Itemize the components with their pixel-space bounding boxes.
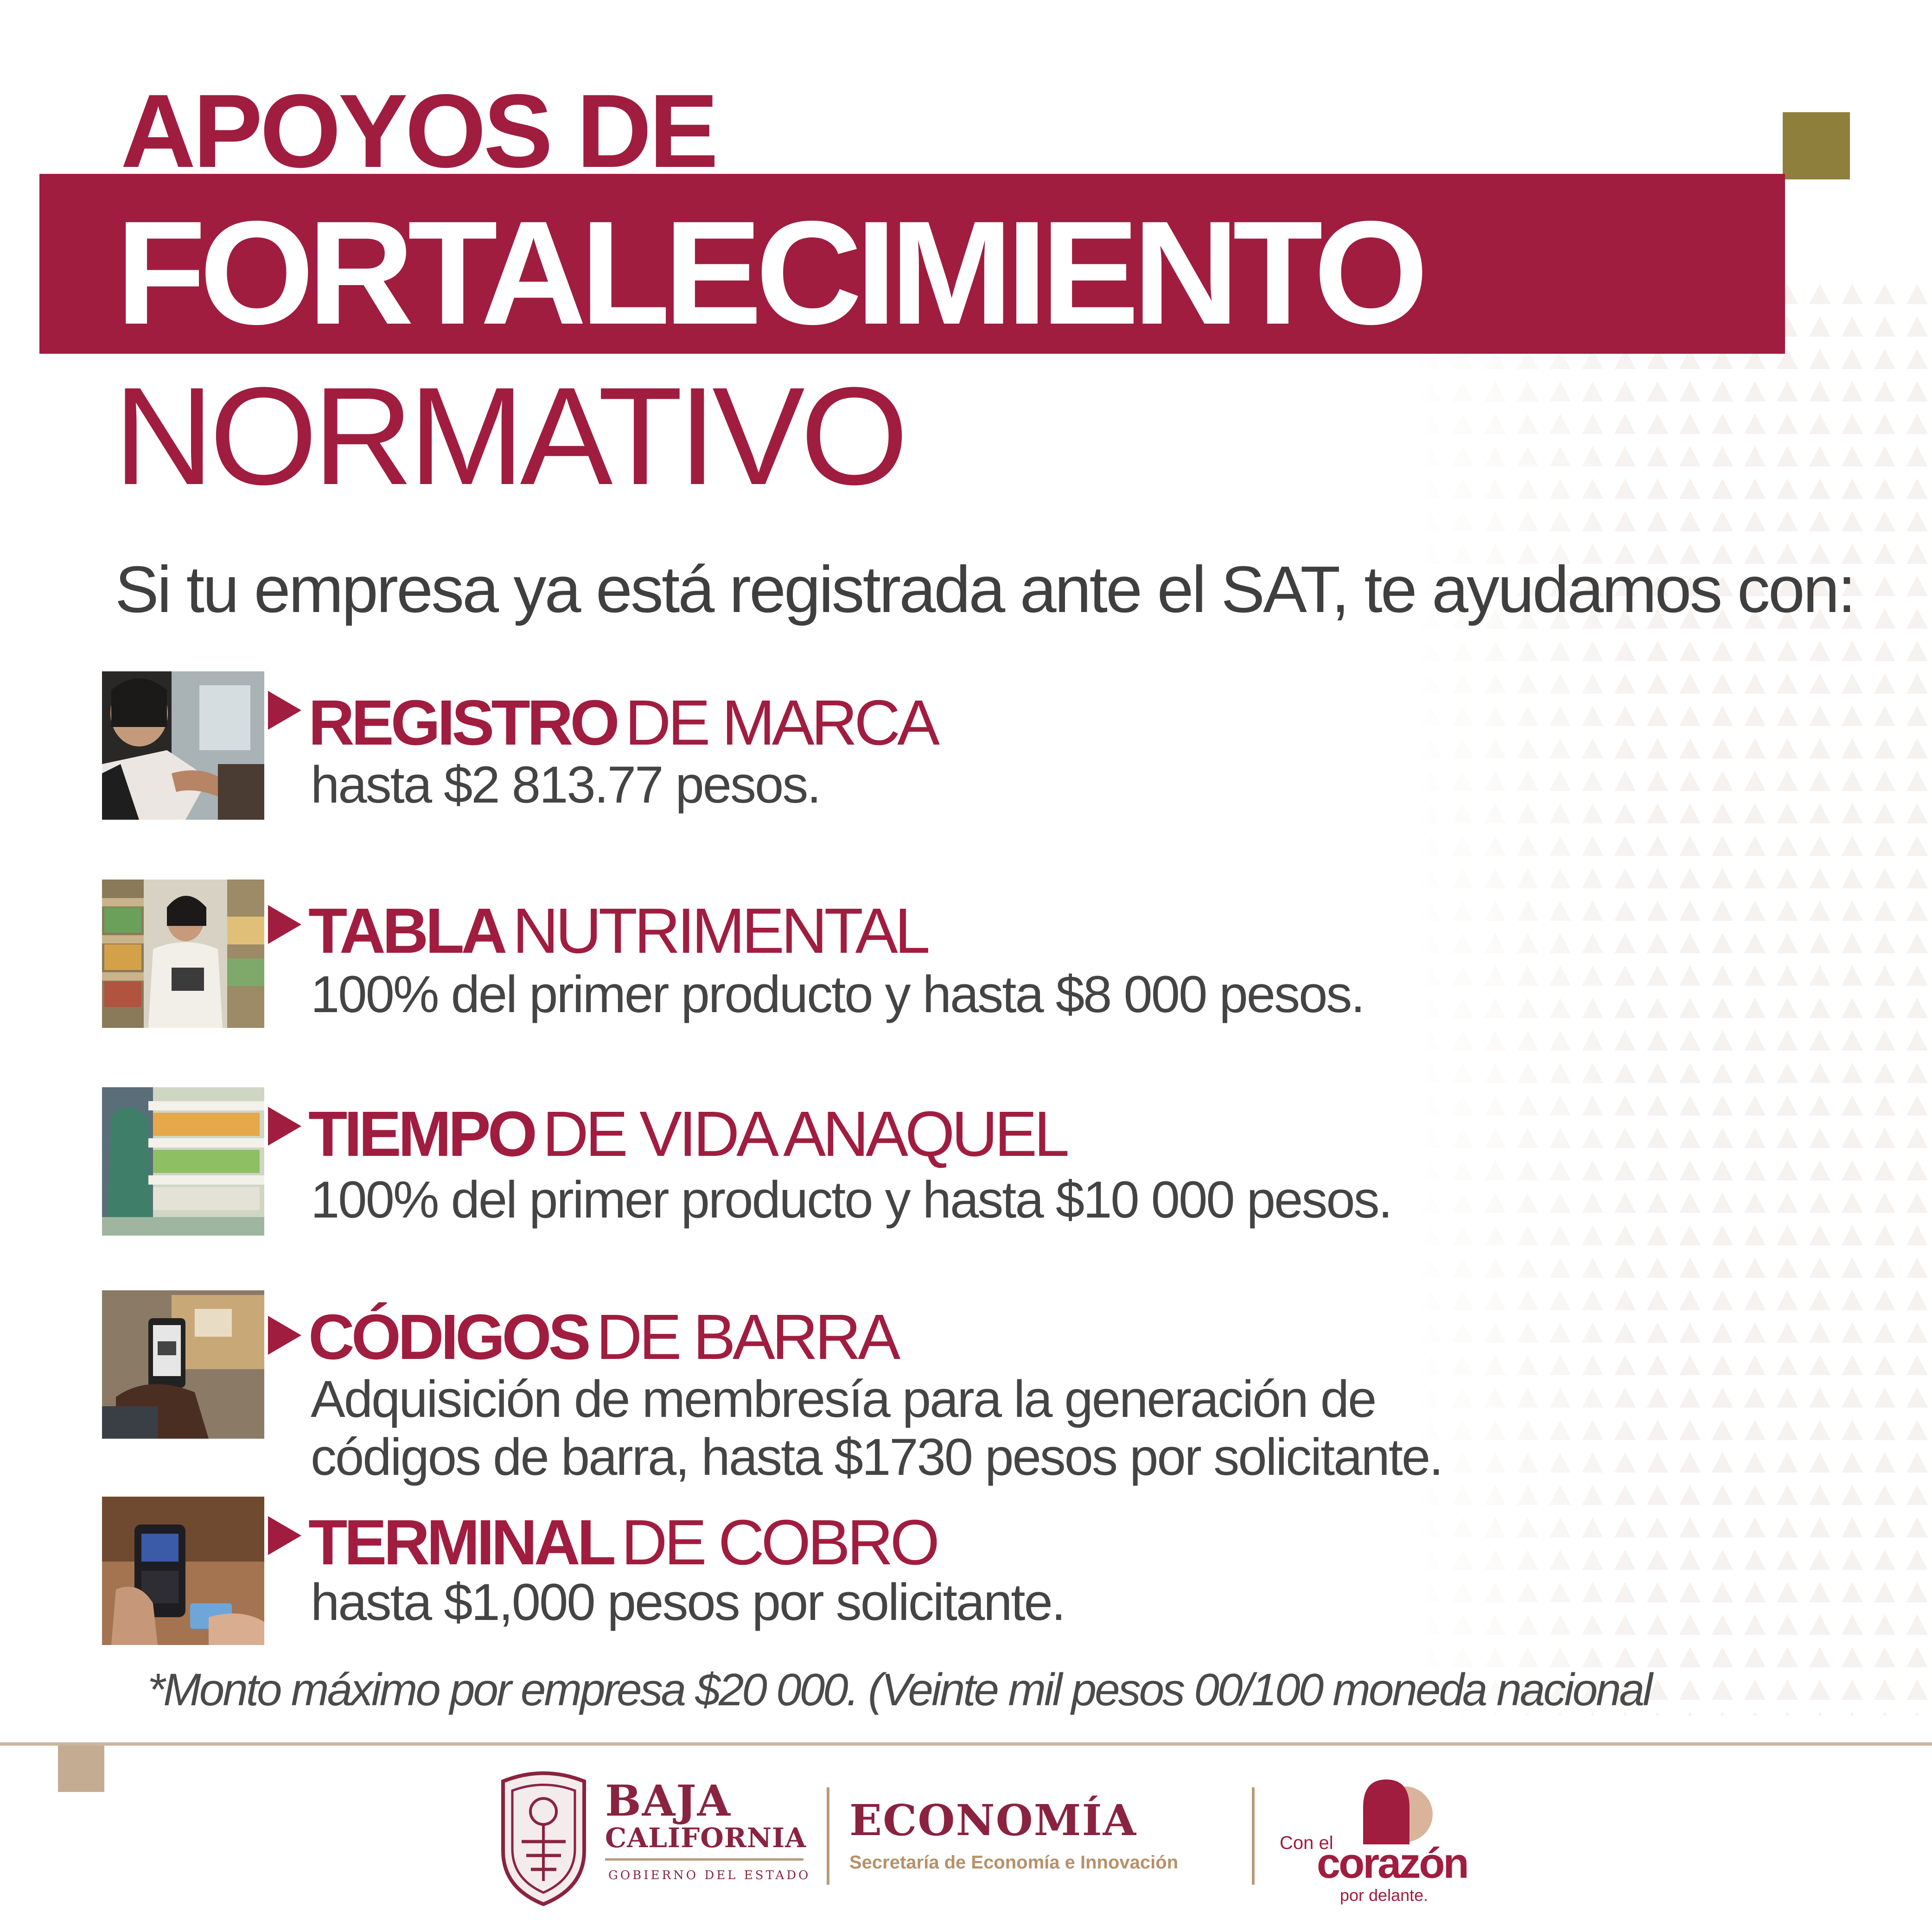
store-shelves-photo [102, 1087, 264, 1236]
footer-separator [1252, 1787, 1255, 1885]
slogan-end: por delante. [1340, 1886, 1428, 1905]
logo-underline [605, 1858, 803, 1861]
heading-rest: DE VIDA ANAQUEL [542, 1098, 1066, 1170]
heading-bold: TIEMPO [308, 1098, 535, 1170]
economia-subtitle: Secretaría de Economía e Innovación [849, 1852, 1179, 1873]
coat-of-arms-icon [494, 1767, 593, 1906]
gobierno-label: GOBIERNO DEL ESTADO [608, 1868, 811, 1882]
heading-bold: REGISTRO [308, 687, 617, 759]
heading-rest: DE COBRO [621, 1507, 937, 1578]
intro-text: Si tu empresa ya está registrada ante el SAT, te ayudamos con: [115, 553, 1855, 626]
corazon-logo [1270, 1770, 1467, 1909]
item-description: Adquisición de membresía para la generación de [311, 1370, 1376, 1428]
item-description: 100% del primer producto y hasta $8 000 pesos. [311, 965, 1364, 1023]
heading-bold: TABLA [308, 895, 504, 967]
heading-bold: TERMINAL [308, 1507, 613, 1578]
baja-california-subtitle: CALIFORNIA [605, 1822, 807, 1854]
item-heading [308, 895, 927, 967]
triangle-pattern [1414, 278, 1932, 1715]
title-line-1: APOYOS DE [121, 72, 716, 189]
arrow-icon [268, 1316, 301, 1355]
arrow-icon [268, 905, 301, 944]
item-heading [308, 687, 937, 759]
title-line-2: FORTALECIMIENTO [116, 191, 1422, 355]
baja-california-title: BAJA [605, 1776, 732, 1826]
economia-title: ECONOMÍA [849, 1795, 1137, 1845]
arrow-icon [268, 1516, 301, 1555]
slogan-small: Con el [1280, 1833, 1333, 1853]
arrow-icon [268, 691, 301, 730]
slogan-big: corazón [1317, 1840, 1467, 1887]
item-description: hasta $1,000 pesos por solicitante. [311, 1573, 1065, 1631]
heading-rest: DE BARRA [596, 1301, 898, 1373]
item-description: hasta $2 813.77 pesos. [311, 756, 820, 814]
item-description: 100% del primer producto y hasta $10 000 pesos. [311, 1171, 1391, 1229]
arrow-icon [268, 1107, 301, 1146]
heading-rest: NUTRIMENTAL [512, 895, 927, 967]
item-description: códigos de barra, hasta $1730 pesos por solicitante. [311, 1428, 1442, 1486]
item-heading [308, 1507, 937, 1578]
card-terminal-photo [102, 1497, 264, 1645]
footer-divider [0, 1742, 1932, 1746]
supermarket-aisle-photo [102, 880, 264, 1028]
decorative-square [1783, 112, 1850, 179]
footer-separator [827, 1787, 829, 1885]
title-line-3: NORMATIVO [114, 358, 904, 514]
item-heading [308, 1098, 1066, 1170]
item-heading [308, 1301, 898, 1373]
heading-rest: DE MARCA [625, 687, 937, 759]
decorative-square-small [58, 1746, 104, 1792]
footnote: *Monto máximo por empresa $20 000. (Veinte mil pesos 00/100 moneda nacional [147, 1664, 1651, 1715]
heading-bold: CÓDIGOS [308, 1301, 588, 1373]
handshake-photo [102, 671, 264, 820]
barcode-scan-photo [102, 1290, 264, 1439]
